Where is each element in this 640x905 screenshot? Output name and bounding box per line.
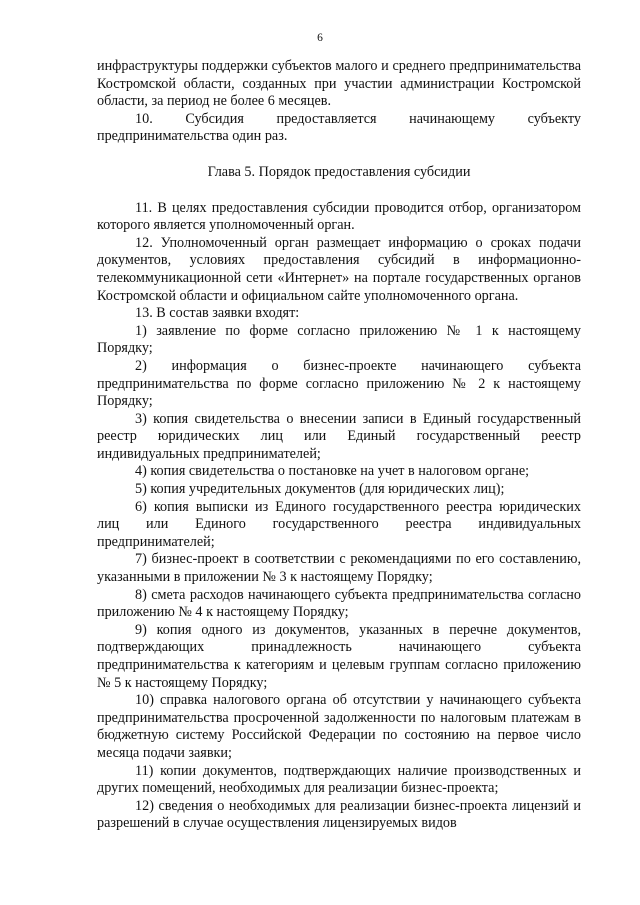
list-item-8: 8) смета расходов начинающего субъекта предпринимательства согласно приложению № 4 к настоящему Порядку; bbox=[97, 586, 581, 621]
list-item-11: 11) копии документов, подтверждающих наличие производственных и других помещений, необходимых для реализации бизнес-проекта; bbox=[97, 762, 581, 797]
list-item-10: 10) справка налогового органа об отсутствии у начинающего субъекта предпринимательства просроченной задолженности по налоговым платежам в бюджетную систему Российской Федерации по состоянию на первое число месяца подачи заявки; bbox=[97, 692, 581, 761]
document-body bbox=[97, 58, 581, 833]
paragraph-13: 13. В состав заявки входят: bbox=[135, 305, 300, 322]
list-item-12: 12) сведения о необходимых для реализации бизнес-проекта лицензий и разрешений в случае осуществления лицензируемых видов bbox=[97, 797, 581, 832]
paragraph-11: 11. В целях предоставления субсидии проводится отбор, организатором которого является уполномоченный орган. bbox=[97, 199, 581, 234]
list-item-4: 4) копия свидетельства о постановке на учет в налоговом органе; bbox=[135, 463, 530, 480]
list-item-9: 9) копия одного из документов, указанных в перечне документов, подтверждающих принадлежность начинающего субъекта предпринимательства к категориям и целевым группам согласно приложению № 5 к настоящему Порядку; bbox=[97, 621, 581, 691]
paragraph-12: 12. Уполномоченный орган размещает информацию о сроках подачи документов, условиях предоставления субсидий в информационно-телекоммуникационной сети «Интернет» на портале государственных органов Костромской области и официальном сайте уполномоченного органа. bbox=[97, 234, 581, 304]
list-item-3: 3) копия свидетельства о внесении записи в Единый государственный реестр юридических лиц или Единый государственный реестр индивидуальных предпринимателей; bbox=[97, 410, 581, 462]
list-item-7: 7) бизнес-проект в соответствии с рекомендациями по его составлению, указанными в приложении № 3 к настоящему Порядку; bbox=[97, 551, 581, 586]
page-number: 6 bbox=[317, 32, 323, 44]
chapter-heading: Глава 5. Порядок предоставления субсидии bbox=[207, 163, 471, 180]
list-item-2: 2) информация о бизнес-проекте начинающего субъекта предпринимательства по форме согласно приложению № 2 к настоящему Порядку; bbox=[97, 357, 581, 410]
list-item-1: 1) заявление по форме согласно приложению № 1 к настоящему Порядку; bbox=[97, 322, 581, 357]
list-item-6: 6) копия выписки из Единого государственного реестра юридических лиц или Единого государственного реестра индивидуальных предпринимателей; bbox=[97, 498, 581, 550]
continuation-paragraph: инфраструктуры поддержки субъектов малого и среднего предпринимательства Костромской области, созданных при участии администрации Костромской области, за период не более 6 месяцев. bbox=[97, 58, 581, 110]
paragraph-item-10: 10. Субсидия предоставляется начинающему субъекту предпринимательства один раз. bbox=[97, 110, 581, 145]
list-item-5: 5) копия учредительных документов (для юридических лиц); bbox=[135, 481, 505, 498]
